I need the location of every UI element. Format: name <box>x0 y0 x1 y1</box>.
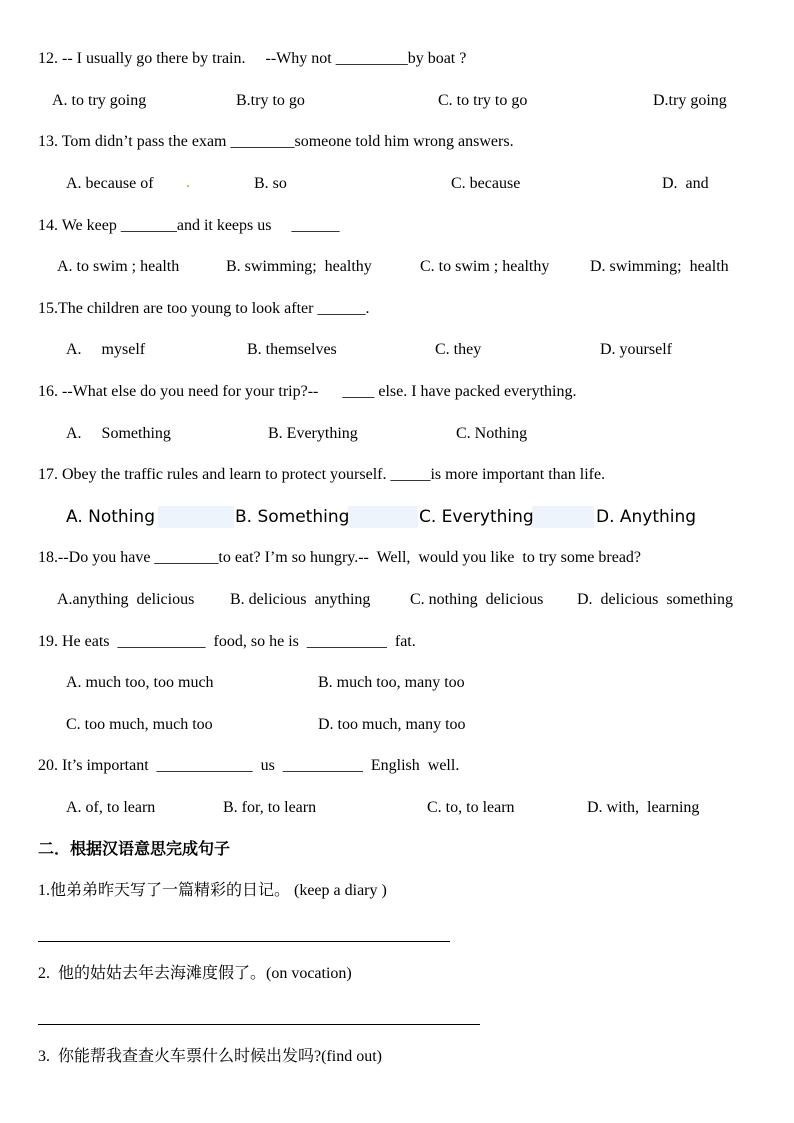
question-13-option-b: B. so <box>254 175 287 192</box>
question-12-option-c: C. to try to go <box>438 92 528 109</box>
question-17-option-b: B. Something <box>235 507 350 527</box>
question-18-option-d: D. delicious something <box>577 591 733 608</box>
question-12-stem: 12. -- I usually go there by train. --Why not _________by boat ? <box>38 50 467 67</box>
question-16-stem: 16. --What else do you need for your trip?-- ____ else. I have packed everything. <box>38 383 577 400</box>
translation-item-2: 2. 他的姑姑去年去海滩度假了。(on vocation) <box>38 965 352 982</box>
question-16-option-c: C. Nothing <box>456 425 528 442</box>
question-12-option-a: A. to try going <box>52 92 147 109</box>
question-12-option-b: B.try to go <box>236 92 305 109</box>
translation-item-3: 3. 你能帮我查查火车票什么时候出发吗?(find out) <box>38 1048 382 1065</box>
question-17-option-d: D. Anything <box>596 507 697 527</box>
question-19-option-c: C. too much, much too <box>66 716 213 733</box>
question-13-option-d: D. and <box>662 175 709 192</box>
question-16-option-b: B. Everything <box>268 425 358 442</box>
question-20-option-b: B. for, to learn <box>223 799 317 816</box>
question-13-option-a: A. because of <box>66 175 154 192</box>
question-20-option-d: D. with, learning <box>587 799 700 816</box>
question-17-option-c: C. Everything <box>419 507 534 527</box>
question-19-stem: 19. He eats ___________ food, so he is __________ fat. <box>38 633 416 650</box>
question-19-option-a: A. much too, too much <box>66 674 214 691</box>
question-16-option-a: A. Something <box>66 425 171 442</box>
question-13-stem: 13. Tom didn’t pass the exam ________someone told him wrong answers. <box>38 133 514 150</box>
question-15-option-c: C. they <box>435 341 482 358</box>
question-14-option-a: A. to swim ; health <box>57 258 180 275</box>
question-12-option-d: D.try going <box>653 92 727 109</box>
question-15-stem: 15.The children are too young to look after ______. <box>38 300 370 317</box>
question-14-stem: 14. We keep _______and it keeps us ______ <box>38 217 340 234</box>
question-14-option-c: C. to swim ; healthy <box>420 258 550 275</box>
answer-line-2 <box>38 1024 480 1025</box>
question-15-option-d: D. yourself <box>600 341 672 358</box>
highlight-band <box>532 506 594 528</box>
question-19-option-d: D. too much, many too <box>318 716 466 733</box>
question-15-option-b: B. themselves <box>247 341 337 358</box>
question-13-option-c: C. because <box>451 175 521 192</box>
question-18-option-a: A.anything delicious <box>57 591 195 608</box>
highlight-band <box>348 506 418 528</box>
question-20-option-c: C. to, to learn <box>427 799 515 816</box>
question-17-option-a: A. Nothing <box>66 507 155 527</box>
answer-line-1 <box>38 941 450 942</box>
question-20-option-a: A. of, to learn <box>66 799 156 816</box>
highlight-band <box>158 506 234 528</box>
translation-item-1: 1.他弟弟昨天写了一篇精彩的日记。 (keep a diary ) <box>38 882 387 899</box>
question-18-stem: 18.--Do you have ________to eat? I’m so hungry.-- Well, would you like to try some bread? <box>38 549 642 566</box>
stray-mark: . <box>186 174 190 191</box>
question-18-option-c: C. nothing delicious <box>410 591 544 608</box>
question-18-option-b: B. delicious anything <box>230 591 371 608</box>
question-15-option-a: A. myself <box>66 341 146 358</box>
question-14-option-b: B. swimming; healthy <box>226 258 372 275</box>
question-14-option-d: D. swimming; health <box>590 258 729 275</box>
question-20-stem: 20. It’s important ____________ us __________ English well. <box>38 757 460 774</box>
question-17-stem: 17. Obey the traffic rules and learn to protect yourself. _____is more important than life. <box>38 466 606 483</box>
question-19-option-b: B. much too, many too <box>318 674 465 691</box>
section-heading: 二．根据汉语意思完成句子 <box>38 841 231 858</box>
